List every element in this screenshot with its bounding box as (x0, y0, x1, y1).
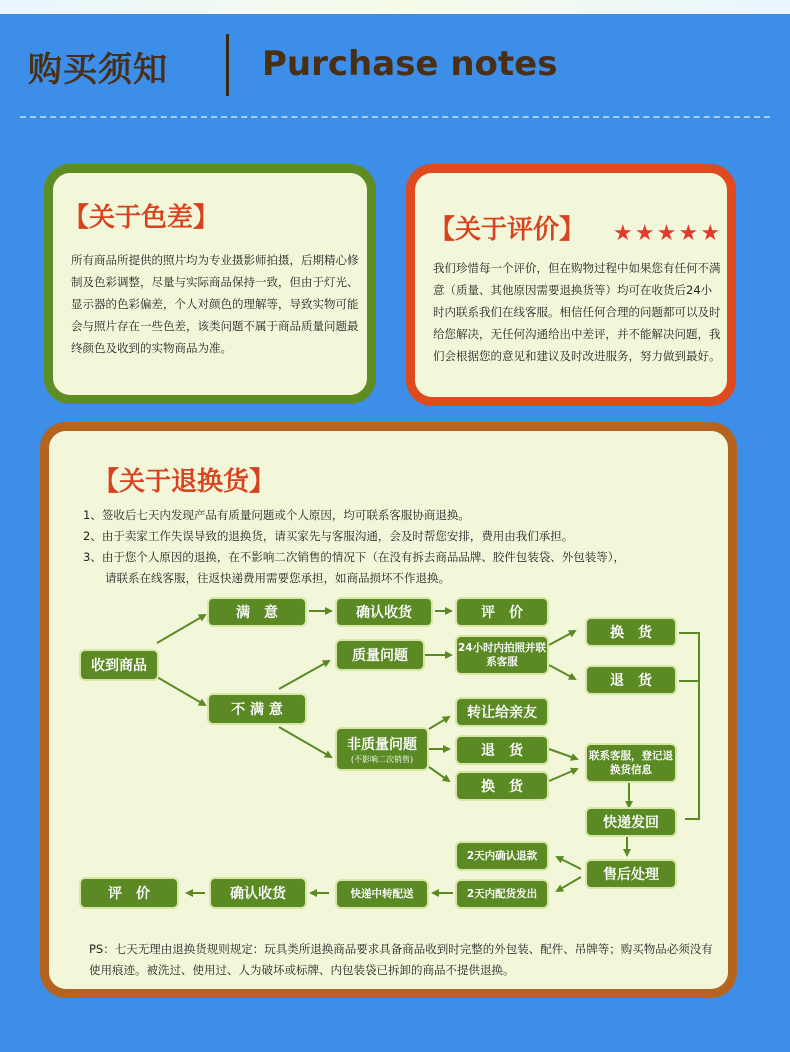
flow-aftersale: 售后处理 (585, 859, 677, 889)
flow-nonquality (335, 727, 429, 771)
flow-arrow (279, 727, 331, 757)
color-diff-text: 所有商品所提供的照片均为专业摄影师拍摄，后期精心修制及色彩调整，尽量与实际商品保持一致，但由于灯光、显示器的色彩偏差，个人对颜色的理解等，导致实物可能会与照片存在一些色差，该类问题不属于商品质量问题最终颜色及收到的实物商品为准。 (71, 253, 359, 355)
flow-dispatch: 2天内配货发出 (455, 879, 549, 909)
flow-refund: 2天内确认退款 (455, 841, 549, 871)
returns-panel (40, 422, 737, 998)
flow-photo: 24小时内拍照并联系客服 (455, 635, 549, 675)
flow-review-1: 评 价 (455, 597, 549, 627)
flow-arrow (157, 677, 205, 705)
review-text: 我们珍惜每一个评价，但在购物过程中如果您有任何不满意（质量、其他原因需要退换货等）均可在收货后24小时内联系我们在线客服。相信任何合理的问题都可以及时给您解决，无任何沟通给出中差评，并不能解决问题，我们会根据您的意见和建议及时改进服务，努力做到最好。 (433, 261, 721, 363)
flow-transfer: 转让给亲友 (455, 697, 549, 727)
flow-arrow (557, 857, 581, 869)
returns-title: 【关于退换货】 (93, 467, 276, 497)
review-title: 【关于评价】 (429, 215, 586, 245)
top-strip (0, 0, 790, 14)
dashed-divider (20, 116, 770, 118)
flow-exchange-2: 换 货 (455, 771, 549, 801)
flow-arrow (157, 615, 205, 643)
star-icon: ★ (700, 221, 721, 246)
flow-arrow (279, 661, 329, 689)
review-panel (406, 164, 736, 406)
flow-confirm-1: 确认收货 (335, 597, 433, 627)
flow-arrow (429, 717, 449, 729)
header-title-cn: 购买须知 (28, 50, 168, 90)
color-diff-panel (44, 164, 376, 404)
flow-confirm-2: 确认收货 (209, 877, 307, 909)
flow-review-2: 评 价 (79, 877, 179, 909)
flow-contact: 联系客服，登记退换货信息 (585, 743, 677, 783)
flow-arrow (549, 665, 575, 679)
rule-1: 1、签收后七天内发现产品有质量问题或个人原因，均可联系客服协商退换。 (83, 508, 470, 522)
flow-quality: 质量问题 (335, 639, 425, 671)
header-divider (226, 34, 229, 96)
header-title-en: Purchase notes (262, 44, 558, 84)
color-diff-title: 【关于色差】 (63, 203, 220, 233)
flow-nonquality-label: 非质量问题 (347, 736, 417, 753)
flow-arrow (549, 749, 577, 759)
flow-return-2: 退 货 (455, 735, 549, 765)
flow-connector (679, 633, 699, 819)
star-icon: ★ (634, 221, 655, 246)
rule-2: 2、由于卖家工作失误导致的退换货，请买家先与客服沟通，会及时帮您安排，费用由我们承担。 (83, 529, 574, 543)
flow-nonquality-sub: (不影响二次销售) (350, 754, 414, 764)
flow-satisfied: 满 意 (207, 597, 307, 627)
flow-transit: 快递中转配送 (335, 879, 429, 909)
flow-receive: 收到商品 (79, 649, 159, 681)
flow-exchange-1: 换 货 (585, 617, 677, 647)
star-icon: ★ (656, 221, 677, 246)
rule-3-cont: 请联系在线客服，往返快递费用需要您承担，如商品损坏不作退换。 (105, 571, 450, 585)
flow-arrow (549, 631, 575, 645)
rating-stars (613, 221, 721, 246)
ps-note: PS：七天无理由退换货规则规定：玩具类所退换商品要求具备商品收到时完整的外包装、配件、吊牌等；购买物品必须没有使用痕迹。被洗过、使用过、人为破坏或标牌、内包装袋已拆卸的商品不提供退换。 (89, 942, 713, 977)
flow-ship: 快递发回 (585, 807, 677, 837)
flow-arrow (429, 767, 449, 781)
star-icon: ★ (613, 221, 633, 246)
flow-unsatisfied: 不 满 意 (207, 693, 307, 725)
rule-3: 3、由于您个人原因的退换，在不影响二次销售的情况下（在没有拆去商品品牌、胶件包装袋、外包装等）， (83, 550, 626, 564)
star-icon: ★ (678, 221, 699, 246)
flow-arrow (557, 877, 581, 891)
flow-return-1: 退 货 (585, 665, 677, 695)
flow-arrow (549, 769, 577, 781)
